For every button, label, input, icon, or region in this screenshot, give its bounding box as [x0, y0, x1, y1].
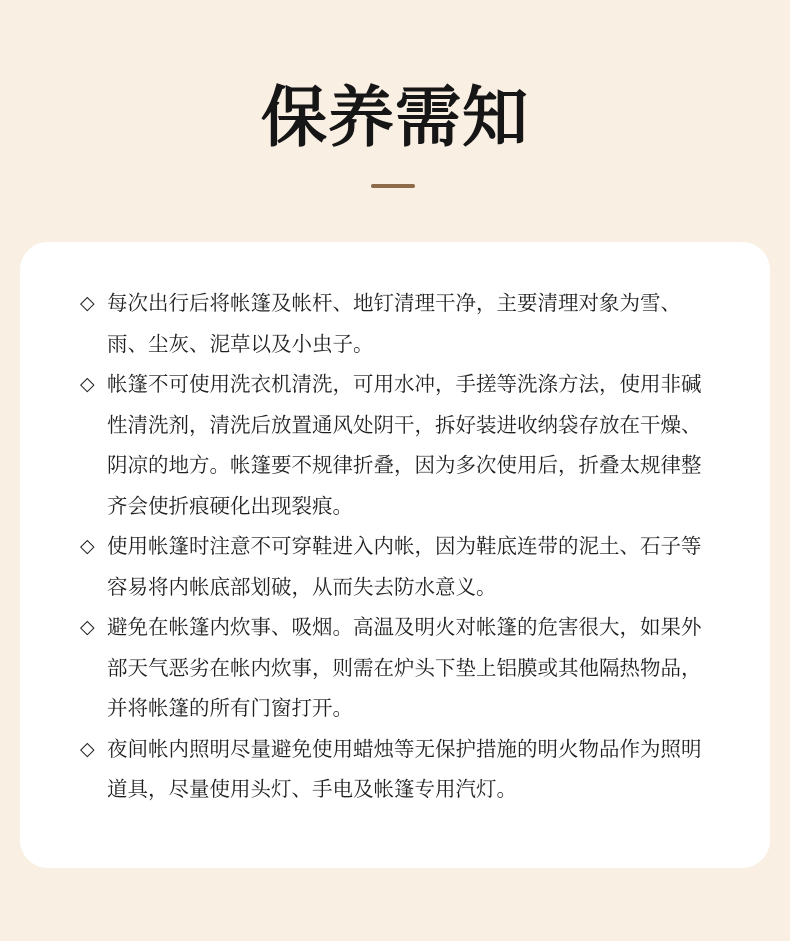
diamond-bullet-icon: ◇: [80, 616, 95, 638]
note-text: 避免在帐篷内炊事、吸烟。高温及明火对帐篷的危害很大，如果外部天气恶劣在帐内炊事，则需在炉头下垫上铝膜或其他隔热物品，并将帐篷的所有门窗打开。: [107, 615, 702, 720]
note-text: 使用帐篷时注意不可穿鞋进入内帐，因为鞋底连带的泥土、石子等容易将内帐底部划破，从而失去防水意义。: [107, 534, 702, 599]
diamond-bullet-icon: ◇: [80, 373, 95, 395]
note-item: [80, 526, 720, 607]
note-item: [80, 364, 720, 526]
note-item: [80, 729, 720, 810]
care-notes-list: [80, 283, 720, 810]
diamond-bullet-icon: ◇: [80, 292, 95, 314]
note-text: 每次出行后将帐篷及帐杆、地钉清理干净，主要清理对象为雪、雨、尘灰、泥草以及小虫子。: [107, 291, 681, 356]
diamond-bullet-icon: ◇: [80, 737, 95, 760]
page-title: 保养需知: [261, 79, 529, 156]
note-item: [80, 607, 720, 729]
note-text: 帐篷不可使用洗衣机清洗，可用水冲，手搓等洗涤方法，使用非碱性清洗剂，清洗后放置通风处阴干，拆好装进收纳袋存放在干燥、阴凉的地方。帐篷要不规律折叠，因为多次使用后，折叠太规律整齐会使折痕硬化出现裂痕。: [107, 372, 702, 518]
title-divider: [371, 184, 415, 188]
note-text: 夜间帐内照明尽量避免使用蜡烛等无保护措施的明火物品作为照明道具，尽量使用头灯、手电及帐篷专用汽灯。: [107, 736, 702, 801]
diamond-bullet-icon: ◇: [80, 535, 95, 557]
note-item: [80, 283, 720, 364]
